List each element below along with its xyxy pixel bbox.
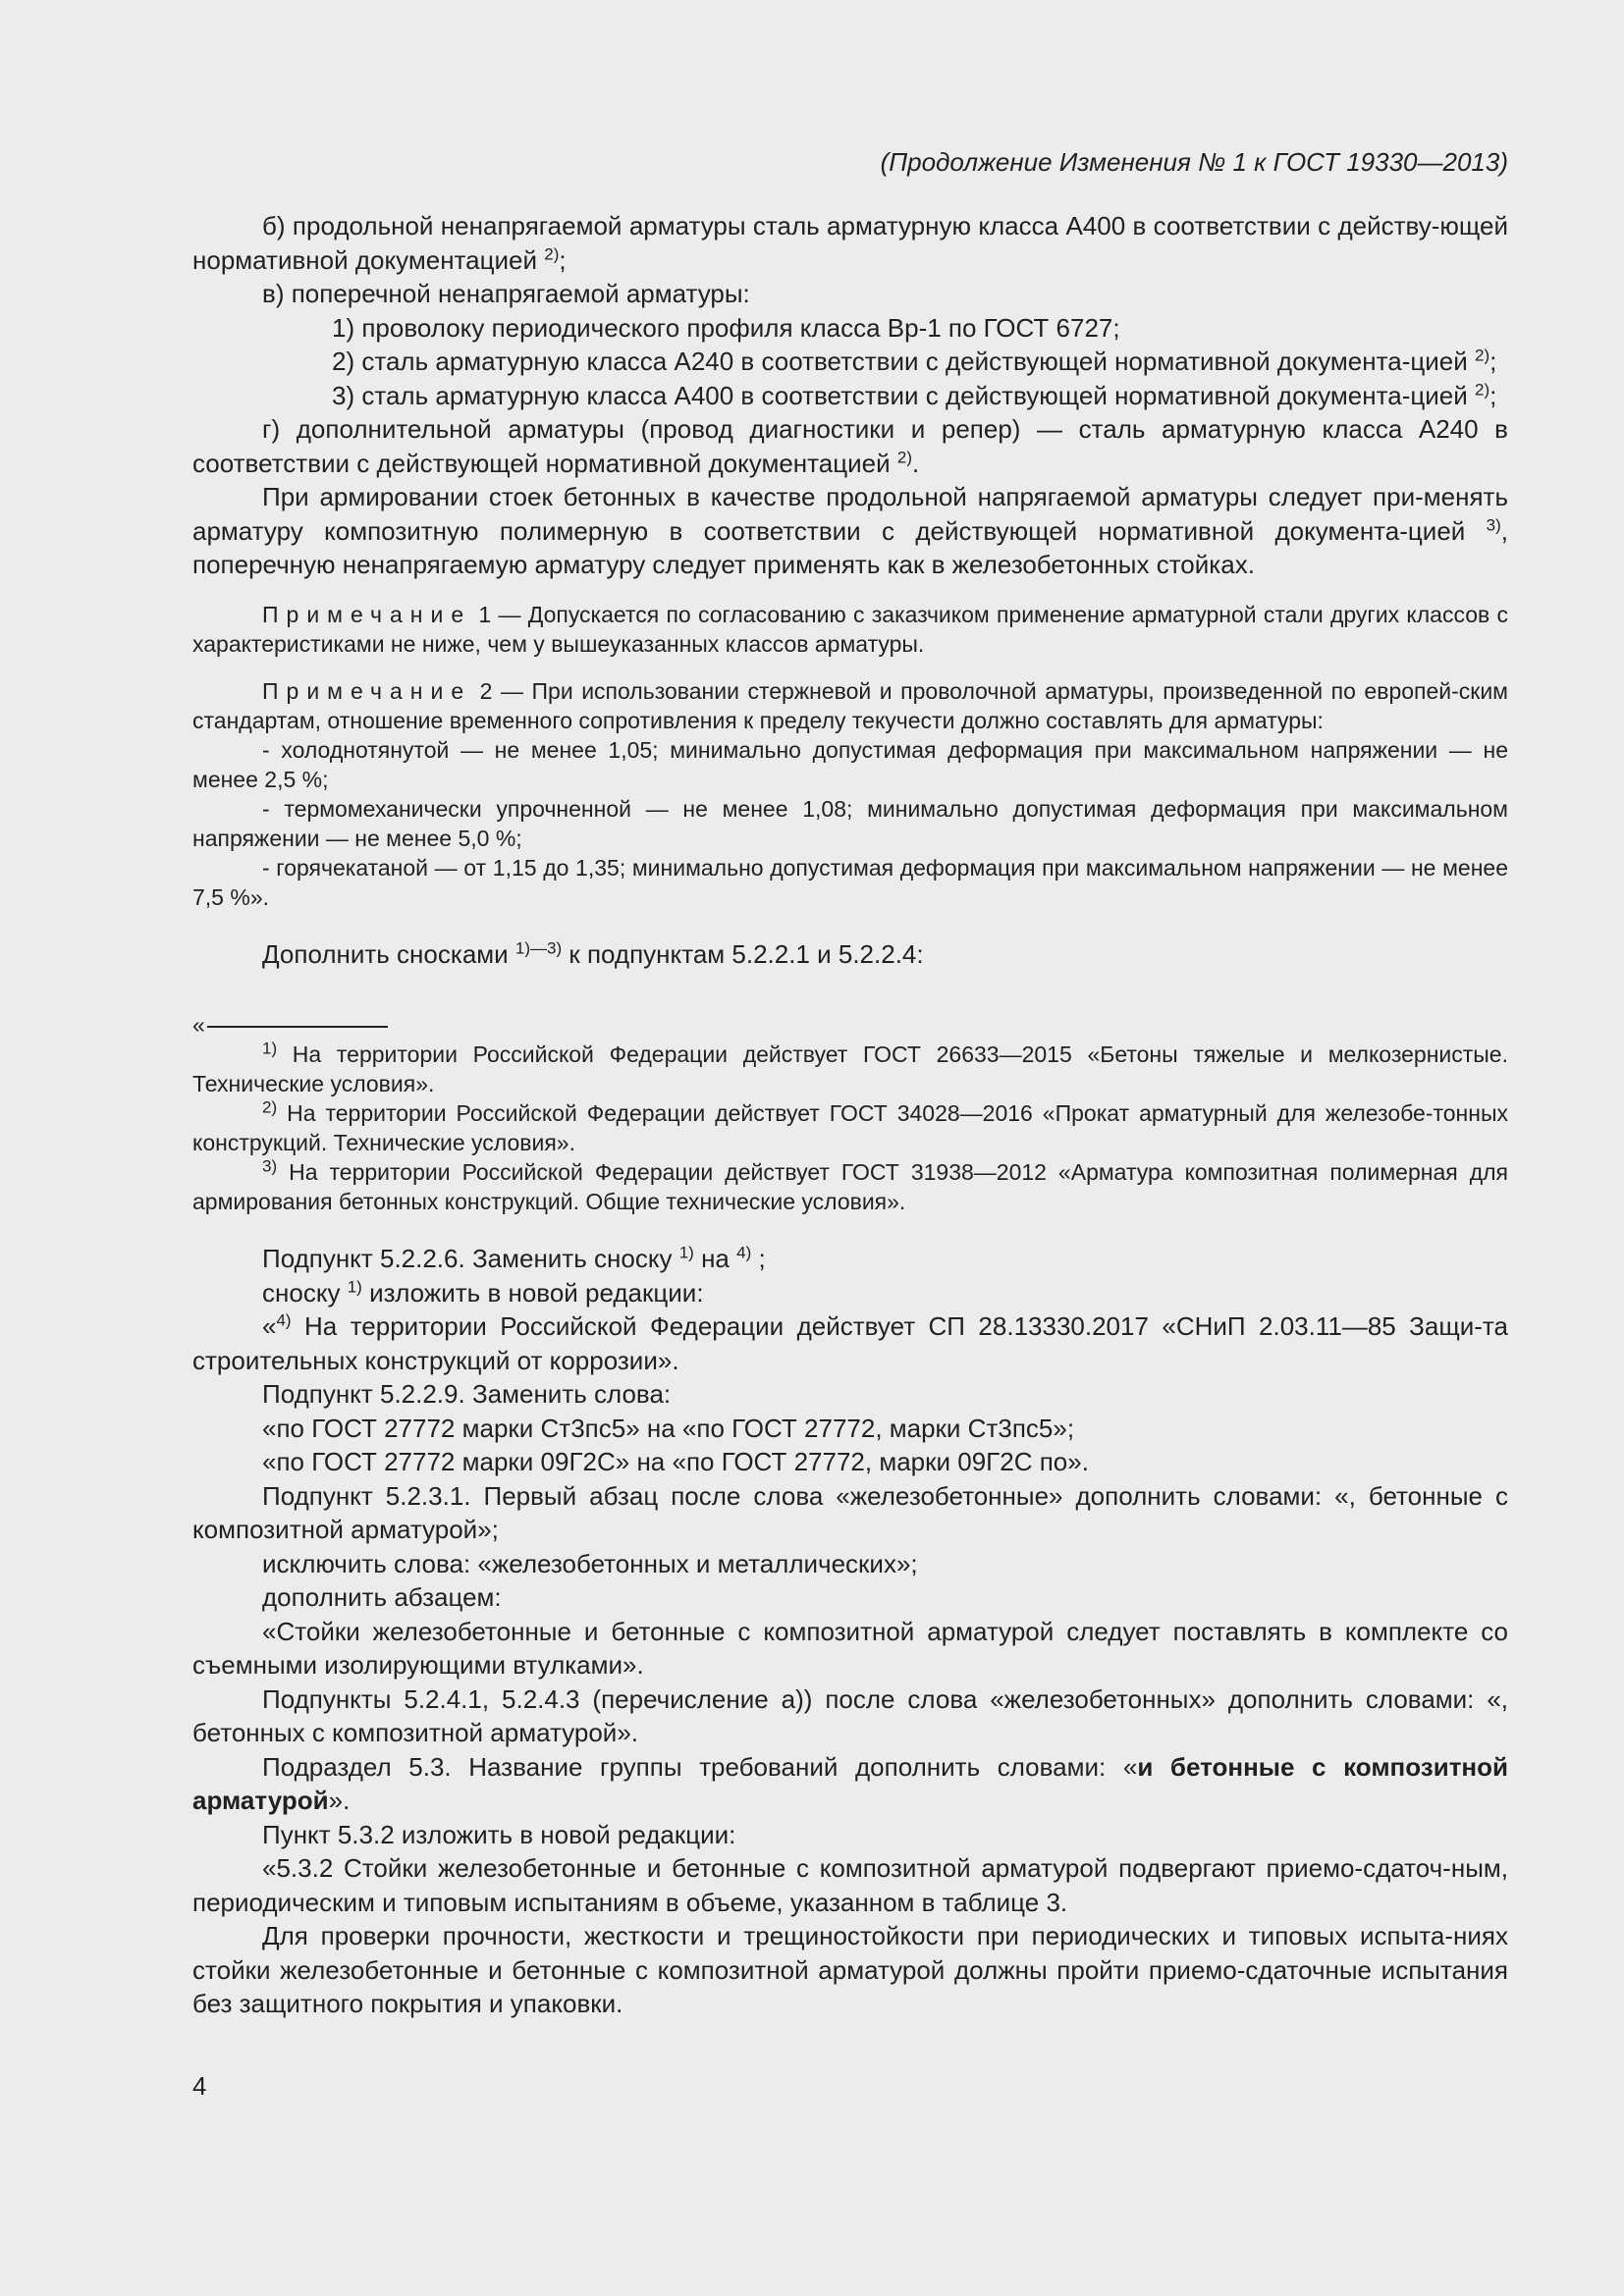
- paragraph-stoiki: «Стойки железобетонные и бетонные с композитной арматурой следует поставлять в комплекте со съемными изолирующими втулками».: [192, 1616, 1508, 1680]
- paragraph-5-3-2-text: «5.3.2 Стойки железобетонные и бетонные с композитной арматурой подвергают приемо-сдаточ-ным, периодическим и типовым испытаниям в объеме, указанном в таблице 3.: [192, 1853, 1508, 1917]
- separator-line: [207, 1026, 388, 1028]
- footnote-ref: 1)—3): [514, 937, 563, 957]
- footnote-1: [192, 1040, 1508, 1098]
- note-2-item-3: - горячекатаной — от 1,15 до 1,35; минимально допустимая деформация при максимальном напряжении — не менее 7,5 %».: [192, 854, 1508, 910]
- footnote-ref: 2): [896, 447, 912, 466]
- page-header: (Продолжение Изменения № 1 к ГОСТ 19330—2013): [880, 147, 1508, 177]
- note-label: Примечание: [262, 601, 472, 627]
- footnote-ref: 3): [1486, 514, 1501, 534]
- footnote-ref: 2): [1474, 346, 1490, 365]
- paragraph-reinforcement: [192, 480, 1508, 582]
- text: на: [693, 1244, 737, 1273]
- text: сноску: [262, 1277, 348, 1308]
- text: Подраздел 5.3. Название группы требований дополнить словами: «: [262, 1751, 1138, 1782]
- footnote-ref: 2): [1474, 379, 1490, 399]
- spacer: [192, 659, 1508, 676]
- bold-text: и бетонные с композитной арматурой: [192, 1751, 1509, 1815]
- paragraph-add: дополнить абзацем:: [262, 1582, 502, 1612]
- text: ».: [328, 1786, 351, 1815]
- note-1-text: — Допускается по согласованию с заказчиком применение арматурной стали других классов с характеристиками не ниже, чем у вышеуказанных классов арматуры.: [192, 601, 1508, 657]
- note-number: 2: [479, 677, 493, 704]
- paragraph-snosku: [192, 1276, 1508, 1310]
- paragraph-b-text: б) продольной ненапрягаемой арматуры сталь арматурную класса А400 в соответствии с действу-ющей нормативной документацией: [192, 211, 1508, 275]
- paragraph-add-footnotes: [192, 937, 1508, 972]
- paragraph-5-2-3-1: Подпункт 5.2.3.1. Первый абзац после слова «железобетонные» дополнить словами: «, бетонные с композитной арматурой»;: [192, 1480, 1508, 1544]
- paragraph-b: [192, 209, 1508, 277]
- footnote-ref: 2): [544, 243, 560, 263]
- footnote-marker: 3): [262, 1156, 278, 1176]
- paragraph-check: Для проверки прочности, жесткости и трещиностойкости при периодических и типовых испыта-ниях стойки железобетонные и бетонные с композитной арматурой должны пройти приемо-сдаточные испытания без защитного покрытия и упаковки.: [192, 1921, 1508, 2018]
- footnote-ref: 4): [736, 1243, 752, 1262]
- footnote-3: [192, 1157, 1508, 1216]
- paragraph-5-3: [192, 1750, 1508, 1818]
- footnote-ref: 1): [678, 1243, 694, 1262]
- text: На территории Российской Федерации действует СП 28.13330.2017 «СНиП 2.03.11—85 Защи-та строительных конструкций от коррозии».: [192, 1311, 1508, 1375]
- page-content: [192, 209, 1508, 2021]
- text: «: [262, 1311, 277, 1341]
- list-item-v3: [192, 379, 1508, 413]
- paragraph-5-2-2-9-item-1: «по ГОСТ 27772 марки Ст3пс5» на «по ГОСТ 27772, марки Ст3пс5»;: [262, 1413, 1075, 1443]
- spacer: [192, 971, 1508, 1010]
- footnote-2: [192, 1098, 1508, 1157]
- list-item-v3-text: 3) сталь арматурную класса А400 в соответствии с действующей нормативной документа-цией: [332, 380, 1475, 410]
- spacer: [192, 582, 1508, 600]
- paragraph-5-2-2-9-item-2: «по ГОСТ 27772 марки 09Г2С» на «по ГОСТ 27772, марки 09Г2С по».: [262, 1447, 1089, 1476]
- paragraph-5-2-2-9: Подпункт 5.2.2.9. Заменить слова:: [262, 1379, 672, 1409]
- footnote-marker: 2): [262, 1097, 278, 1117]
- footnote-3-text: На территории Российской Федерации действует ГОСТ 31938—2012 «Арматура композитная полимерная для армирования бетонных конструкций. Общие технические условия».: [192, 1159, 1508, 1214]
- footnote-ref: 1): [347, 1276, 362, 1296]
- paragraph-exclude: исключить слова: «железобетонных и металлических»;: [262, 1548, 918, 1578]
- paragraph-v: в) поперечной ненапрягаемой арматуры:: [262, 279, 750, 308]
- note-2: [192, 676, 1508, 735]
- list-item-v1: 1) проволоку периодического профиля класса Вр-1 по ГОСТ 6727;: [332, 312, 1120, 343]
- note-2-item-1: - холоднотянутой — не менее 1,05; минимально допустимая деформация при максимальном напряжении — не менее 2,5 %;: [192, 736, 1508, 792]
- paragraph-reinforcement-text-b: , поперечную ненапрягаемую арматуру следует применять как в железобетонных стойках.: [192, 515, 1508, 579]
- paragraph-reinforcement-text-a: При армировании стоек бетонных в качестве продольной напрягаемой арматуры следует при-менять арматуру композитную полимерную в соответствии с действующей нормативной документа-цией: [192, 482, 1508, 546]
- note-number: 1: [478, 601, 492, 627]
- add-footnotes-text-a: Дополнить сносками: [262, 938, 515, 969]
- paragraph-g-text: г) дополнительной арматуры (провод диагностики и репер) — сталь арматурную класса А240 в соответствии с действующей нормативной документацией: [192, 414, 1508, 478]
- note-1: [192, 600, 1508, 659]
- punct: ;: [1489, 380, 1497, 410]
- paragraph-5-2-4-1: Подпункты 5.2.4.1, 5.2.4.3 (перечисление а)) после слова «железобетонных» дополнить словами: «, бетонных с композитной арматурой».: [192, 1683, 1508, 1747]
- list-item-v2-text: 2) сталь арматурную класса А240 в соответствии с действующей нормативной документа-цией: [332, 347, 1475, 376]
- opening-quote: «: [192, 1012, 205, 1038]
- footnote-1-text: На территории Российской Федерации действует ГОСТ 26633—2015 «Бетоны тяжелые и мелкозернистые. Технические условия».: [192, 1041, 1508, 1096]
- spacer: [192, 1216, 1508, 1242]
- text: изложить в новой редакции:: [361, 1277, 704, 1308]
- list-item-v2: [192, 345, 1508, 379]
- text: Подпункт 5.2.2.6. Заменить сноску: [262, 1244, 679, 1273]
- note-2-text: — При использовании стержневой и проволочной арматуры, произведенной по европей-ским стандартам, отношение временного сопротивления к пределу текучести должно составлять для арматуры:: [192, 677, 1508, 733]
- paragraph-footnote-4: [192, 1309, 1508, 1377]
- footnote-separator: [192, 1010, 1508, 1040]
- page-number: 4: [192, 2071, 207, 2101]
- note-2-item-2: - термомеханически упрочненной — не менее 1,08; минимально допустимая деформация при максимальном напряжении — не менее 5,0 %;: [192, 795, 1508, 851]
- note-label: Примечание: [262, 677, 472, 704]
- footnote-2-text: На территории Российской Федерации действует ГОСТ 34028—2016 «Прокат арматурный для железобе-тонных конструкций. Технические условия».: [192, 1100, 1508, 1155]
- punct: ;: [1489, 347, 1497, 376]
- add-footnotes-text-b: к подпунктам 5.2.2.1 и 5.2.2.4:: [562, 938, 924, 969]
- punct: ;: [559, 244, 567, 275]
- paragraph-g: [192, 412, 1508, 480]
- footnote-ref: 4): [276, 1310, 292, 1330]
- spacer: [192, 912, 1508, 937]
- text: ;: [751, 1244, 766, 1273]
- punct: .: [911, 448, 920, 478]
- paragraph-5-2-2-6: [192, 1242, 1508, 1276]
- paragraph-5-3-2: Пункт 5.3.2 изложить в новой редакции:: [262, 1819, 736, 1849]
- footnote-marker: 1): [262, 1039, 278, 1058]
